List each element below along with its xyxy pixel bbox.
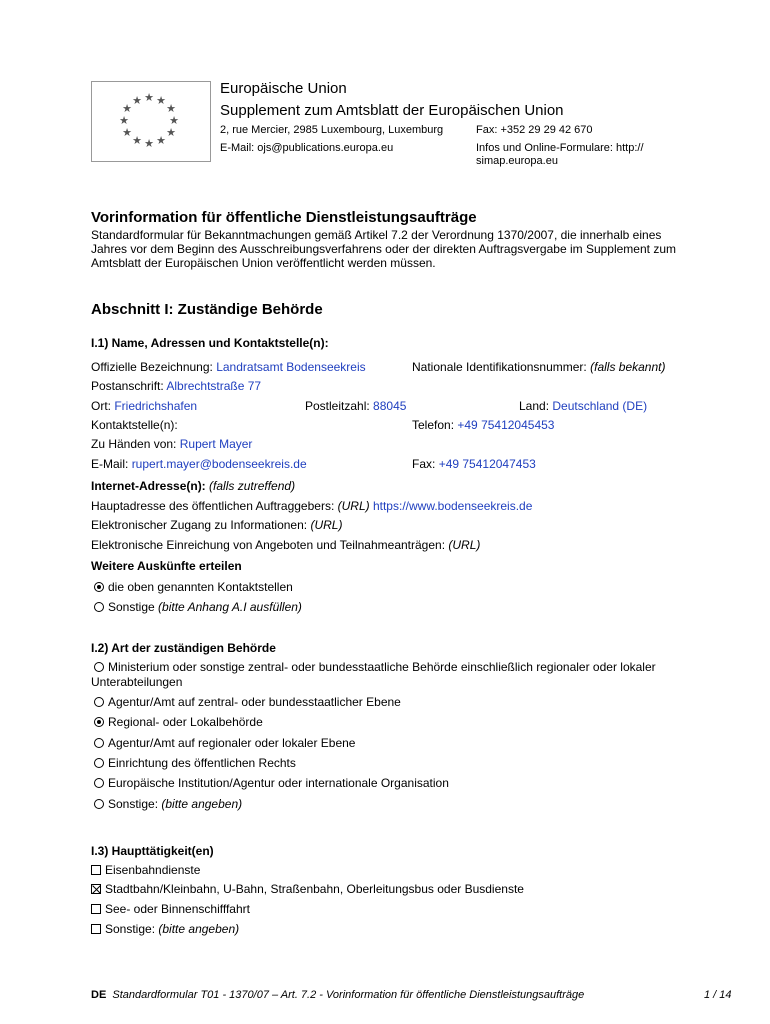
footer-page: 1 / 14 [704, 989, 732, 1001]
type-option-1[interactable] [94, 660, 656, 674]
activity-option-4-label: Sonstige: [105, 922, 156, 936]
header-address: 2, rue Mercier, 2985 Luxembourg, Luxemburg [220, 124, 444, 136]
header-infos-line2: simap.europa.eu [476, 155, 558, 167]
further-info-title: Weitere Auskünfte erteilen [91, 559, 242, 573]
official-name-value: Landratsamt Bodenseekreis [216, 360, 366, 374]
internet-hint: (falls zutreffend) [209, 479, 296, 493]
email-label: E-Mail: [91, 457, 129, 471]
further-option-2[interactable] [94, 600, 302, 614]
attention-row [91, 437, 252, 451]
internet-label: Internet-Adresse(n): [91, 479, 206, 493]
radio-selected-icon[interactable] [94, 582, 104, 592]
internet-row [91, 479, 295, 493]
national-id-hint: (falls bekannt) [590, 360, 666, 374]
city-value: Friedrichshafen [114, 399, 198, 413]
section1-title: Abschnitt I: Zuständige Behörde [91, 301, 323, 318]
type-option-7-hint: (bitte angeben) [161, 797, 243, 811]
radio-icon[interactable] [94, 662, 104, 672]
elec-access-url-hint: (URL) [310, 518, 343, 532]
svg-text:★: ★ [122, 103, 132, 115]
header-fax: Fax: +352 29 29 42 670 [476, 124, 593, 136]
national-id-label: Nationale Identifikationsnummer: [412, 360, 587, 374]
radio-selected-icon[interactable] [94, 717, 104, 727]
type-option-3[interactable] [94, 715, 263, 729]
national-id-row [412, 360, 665, 374]
svg-text:★: ★ [144, 138, 154, 150]
zip-label: Postleitzahl: [305, 399, 370, 413]
svg-text:★: ★ [156, 95, 166, 107]
contact-label: Kontaktstelle(n): [91, 418, 178, 432]
s12-title: I.2) Art der zuständigen Behörde [91, 641, 276, 655]
s11-title: I.1) Name, Adressen und Kontaktstelle(n): [91, 336, 329, 350]
radio-icon[interactable] [94, 799, 104, 809]
radio-icon[interactable] [94, 778, 104, 788]
postal-row [91, 379, 261, 393]
doc-desc-line2: Jahres vor dem Beginn des Ausschreibungsverfahrens oder der direkten Auftragsvergabe im Supplement zum [91, 242, 676, 256]
further-option-1[interactable] [94, 580, 293, 594]
svg-text:★: ★ [144, 92, 154, 104]
type-option-7-label: Sonstige: [108, 797, 159, 811]
zip-row [305, 399, 406, 413]
fax-value: +49 75412047453 [438, 457, 536, 471]
eu-flag-logo [91, 81, 211, 162]
checkbox-icon[interactable] [91, 904, 101, 914]
type-option-6-label: Europäische Institution/Agentur oder internationale Organisation [108, 776, 449, 790]
header-org: Europäische Union [220, 80, 347, 97]
main-address-link[interactable]: https://www.bodenseekreis.de [372, 499, 533, 513]
header-journal: Supplement zum Amtsblatt der Europäischen Union [220, 102, 564, 119]
type-option-4-label: Agentur/Amt auf regionaler oder lokaler Ebene [108, 736, 356, 750]
country-value: Deutschland (DE) [552, 399, 648, 413]
main-address-row [91, 499, 532, 513]
footer-lang: DE [91, 989, 107, 1001]
type-option-1-label: Ministerium oder sonstige zentral- oder bundesstaatliche Behörde einschließlich regionaler oder lokaler [108, 660, 656, 674]
footer-form-ref: Standardformular T01 - 1370/07 – Art. 7.2 - Vorinformation für öffentliche Dienstleistungsaufträge [112, 989, 585, 1001]
attention-value: Rupert Mayer [179, 437, 253, 451]
radio-icon[interactable] [94, 738, 104, 748]
further-option-1-label: die oben genannten Kontaktstellen [108, 580, 293, 594]
postal-label: Postanschrift: [91, 379, 164, 393]
type-option-3-label: Regional- oder Lokalbehörde [108, 715, 263, 729]
header-email: E-Mail: ojs@publications.europa.eu [220, 142, 394, 154]
svg-text:★: ★ [156, 135, 166, 147]
type-option-1-cont: Unterabteilungen [91, 675, 183, 689]
svg-text:★: ★ [166, 127, 176, 139]
checkbox-icon[interactable] [91, 924, 101, 934]
checkbox-icon[interactable] [91, 865, 101, 875]
attention-label: Zu Händen von: [91, 437, 177, 451]
header-infos-line1: Infos und Online-Formulare: http:// [476, 142, 644, 154]
type-option-5-label: Einrichtung des öffentlichen Rechts [108, 756, 296, 770]
doc-desc-line1: Standardformular für Bekanntmachungen gemäß Artikel 7.2 der Verordnung 1370/2007, die innerhalb eines [91, 228, 662, 242]
type-option-4[interactable] [94, 736, 355, 750]
city-row [91, 399, 197, 413]
checkbox-checked-icon[interactable] [91, 884, 101, 894]
svg-text:★: ★ [122, 127, 132, 139]
activity-option-2[interactable] [91, 882, 524, 896]
activity-option-4[interactable] [91, 922, 239, 936]
type-option-5[interactable] [94, 756, 296, 770]
phone-label: Telefon: [412, 418, 455, 432]
elec-submit-label: Elektronische Einreichung von Angeboten und Teilnahmeanträgen: [91, 538, 446, 552]
type-option-2[interactable] [94, 695, 401, 709]
svg-text:★: ★ [132, 135, 142, 147]
doc-title: Vorinformation für öffentliche Dienstleistungsaufträge [91, 209, 477, 226]
country-label: Land: [519, 399, 550, 413]
radio-icon[interactable] [94, 697, 104, 707]
postal-value: Albrechtstraße 77 [166, 379, 262, 393]
elec-submit-url-hint: (URL) [448, 538, 481, 552]
svg-text:★: ★ [119, 115, 129, 127]
activity-option-1[interactable] [91, 863, 200, 877]
zip-value: 88045 [373, 399, 407, 413]
svg-text:★: ★ [132, 95, 142, 107]
elec-access-label: Elektronischer Zugang zu Informationen: [91, 518, 308, 532]
activity-option-1-label: Eisenbahndienste [105, 863, 201, 877]
activity-option-3[interactable] [91, 902, 250, 916]
svg-text:★: ★ [169, 115, 179, 127]
fax-row [412, 457, 536, 471]
type-option-7[interactable] [94, 797, 242, 811]
further-option-2-hint: (bitte Anhang A.I ausfüllen) [158, 600, 302, 614]
footer-ref [91, 989, 584, 1001]
email-value[interactable]: rupert.mayer@bodenseekreis.de [131, 457, 307, 471]
s13-title: I.3) Haupttätigkeit(en) [91, 844, 214, 858]
radio-icon[interactable] [94, 602, 104, 612]
activity-option-4-hint: (bitte angeben) [158, 922, 240, 936]
fax-label: Fax: [412, 457, 436, 471]
type-option-6[interactable] [94, 776, 449, 790]
official-name-row [91, 360, 366, 374]
activity-option-2-label: Stadtbahn/Kleinbahn, U-Bahn, Straßenbahn, Oberleitungsbus oder Busdienste [105, 882, 524, 896]
radio-icon[interactable] [94, 758, 104, 768]
main-address-label: Hauptadresse des öffentlichen Auftraggebers: [91, 499, 335, 513]
main-address-url-hint: (URL) [337, 499, 370, 513]
phone-row [412, 418, 554, 432]
phone-value: +49 75412045453 [457, 418, 555, 432]
type-option-2-label: Agentur/Amt auf zentral- oder bundesstaatlicher Ebene [108, 695, 401, 709]
country-row [519, 399, 647, 413]
email-row [91, 457, 307, 471]
elec-access-row [91, 518, 342, 532]
elec-submit-row [91, 538, 480, 552]
further-option-2-label: Sonstige [108, 600, 155, 614]
official-name-label: Offizielle Bezeichnung: [91, 360, 213, 374]
svg-text:★: ★ [166, 103, 176, 115]
activity-option-3-label: See- oder Binnenschifffahrt [105, 902, 250, 916]
doc-desc-line3: Amtsblatt der Europäischen Union veröffentlicht werden müssen. [91, 256, 436, 270]
city-label: Ort: [91, 399, 111, 413]
